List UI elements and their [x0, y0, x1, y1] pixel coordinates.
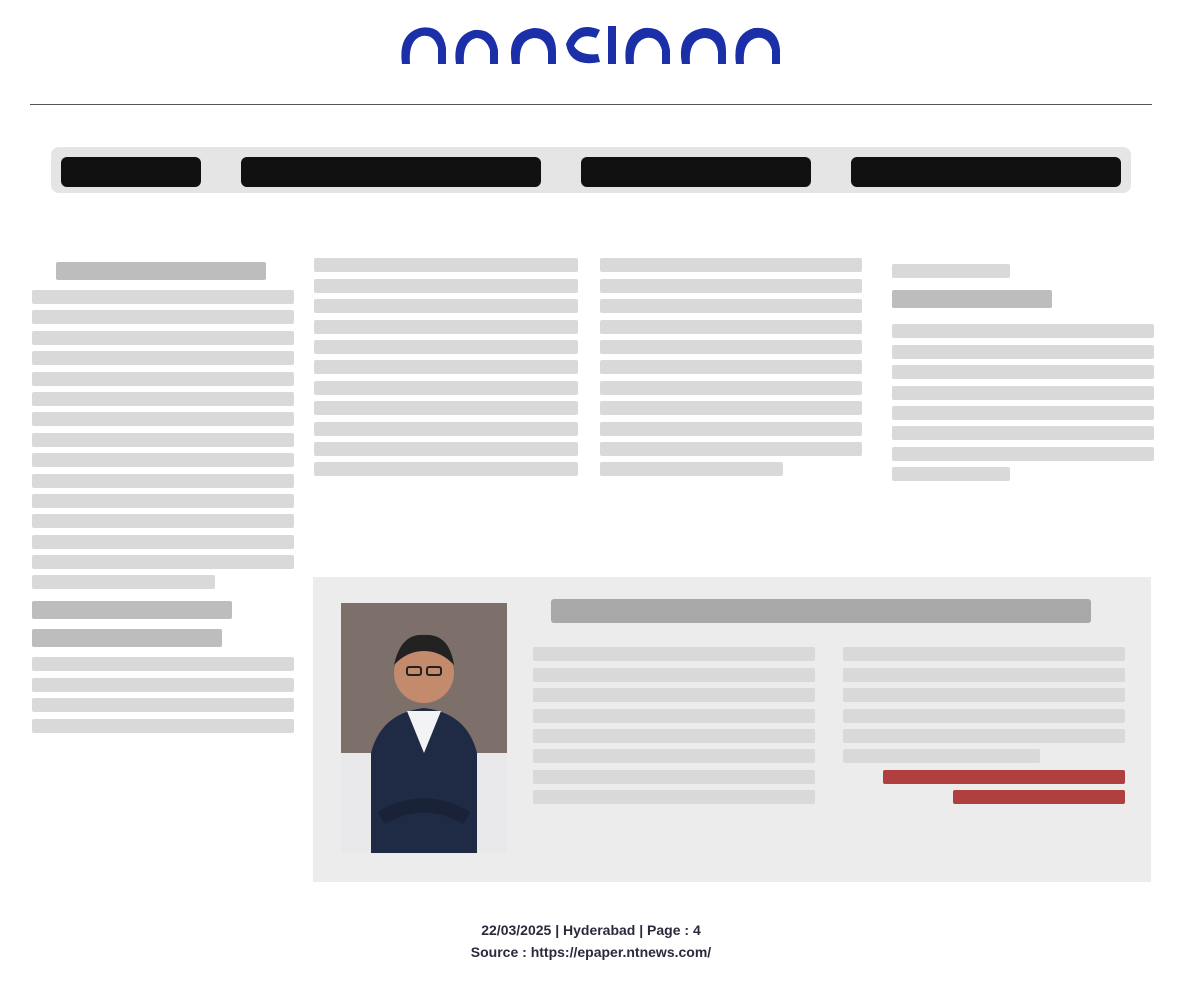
official-photo [341, 603, 507, 853]
newspaper-masthead-logo [394, 14, 786, 76]
text-line [600, 381, 862, 395]
text-line [314, 360, 578, 374]
person-portrait-image [341, 603, 507, 853]
text-line [314, 442, 578, 456]
text-line [314, 340, 578, 354]
text-line [600, 462, 783, 476]
text-line [314, 320, 578, 334]
text-line [600, 401, 862, 415]
text-line [32, 555, 294, 569]
text-line [32, 535, 294, 549]
text-line [892, 467, 1010, 481]
text-line [600, 340, 862, 354]
text-line [600, 279, 862, 293]
text-line [32, 310, 294, 324]
text-line [314, 381, 578, 395]
text-line [843, 749, 1040, 763]
text-line [314, 258, 578, 272]
text-line [32, 494, 294, 508]
text-line [32, 290, 294, 304]
masthead-rule [30, 104, 1152, 105]
text-line [843, 709, 1125, 723]
text-line [533, 688, 815, 702]
text-line [600, 422, 862, 436]
column-1-subheading [32, 601, 232, 619]
inset-box-heading [551, 599, 1091, 623]
text-line [892, 386, 1154, 400]
text-line [32, 514, 294, 528]
text-line [843, 668, 1125, 682]
footer-date-line: 22/03/2025 | Hyderabad | Page : 4 [481, 922, 701, 938]
text-line [533, 647, 815, 661]
text-line [892, 447, 1154, 461]
column-3 [600, 252, 862, 483]
text-line [533, 749, 815, 763]
text-line [32, 575, 215, 589]
text-line [600, 442, 862, 456]
text-line [32, 678, 294, 692]
text-line [314, 401, 578, 415]
text-line [314, 462, 578, 476]
text-line [892, 406, 1154, 420]
column-4 [892, 258, 1154, 488]
text-line [600, 258, 862, 272]
text-line [32, 433, 294, 447]
text-line [843, 729, 1125, 743]
column-1-kicker [56, 262, 266, 280]
text-line [892, 264, 1010, 278]
text-line [32, 453, 294, 467]
masthead [390, 10, 790, 80]
signature-line [883, 770, 1125, 784]
text-line [533, 790, 815, 804]
text-line [314, 422, 578, 436]
column-1-subheading [32, 629, 222, 647]
text-line [32, 412, 294, 426]
signature-line [953, 790, 1125, 804]
text-line [32, 474, 294, 488]
text-line [32, 657, 294, 671]
inset-box [313, 577, 1151, 882]
text-line [533, 709, 815, 723]
headline-text-shape [41, 117, 1141, 217]
text-line [533, 668, 815, 682]
inset-column-1 [533, 641, 815, 811]
text-line [600, 320, 862, 334]
text-line [314, 299, 578, 313]
column-4-subheading [892, 290, 1052, 308]
text-line [32, 331, 294, 345]
text-line [600, 299, 862, 313]
text-line [892, 426, 1154, 440]
text-line [843, 647, 1125, 661]
headline [30, 112, 1152, 222]
text-line [843, 688, 1125, 702]
text-line [892, 365, 1154, 379]
text-line [32, 698, 294, 712]
text-line [314, 279, 578, 293]
text-line [892, 345, 1154, 359]
text-line [600, 360, 862, 374]
inset-column-2 [843, 641, 1125, 811]
text-line [32, 392, 294, 406]
text-line [32, 719, 294, 733]
footer-source-line: Source : https://epaper.ntnews.com/ [470, 944, 712, 960]
column-2 [314, 252, 578, 483]
text-line [533, 770, 815, 784]
column-1 [32, 258, 294, 739]
text-line [533, 729, 815, 743]
text-line [32, 372, 294, 386]
text-line [892, 324, 1154, 338]
text-line [32, 351, 294, 365]
